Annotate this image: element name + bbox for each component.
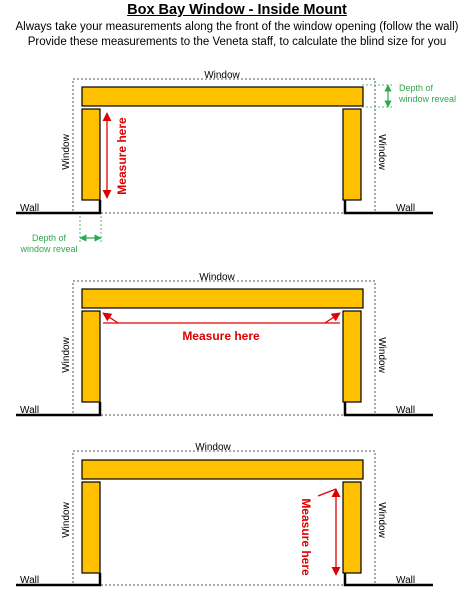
right-frame — [343, 311, 361, 402]
window-label-right: Window — [376, 134, 387, 170]
depth-reveal-label-top-1: Depth of — [399, 83, 434, 93]
window-label-left: Window — [61, 502, 72, 538]
diagram-1 — [16, 70, 456, 254]
diagram-3 — [16, 442, 433, 586]
measure-label: Measure here — [182, 329, 260, 343]
right-frame — [343, 109, 361, 200]
window-label-right: Window — [376, 337, 387, 373]
wall-line-right — [345, 573, 433, 585]
measure-label: Measure here — [115, 117, 129, 195]
window-label-top: Window — [195, 442, 231, 453]
wall-label-left: Wall — [20, 203, 40, 214]
left-frame — [82, 109, 100, 200]
top-frame — [82, 460, 363, 479]
measure-arrow-tick — [318, 489, 336, 496]
window-label-left: Window — [61, 337, 72, 373]
window-label-top: Window — [199, 272, 235, 283]
window-label-left: Window — [61, 134, 72, 170]
measure-arrow-right — [325, 313, 340, 323]
left-frame — [82, 311, 100, 402]
wall-line-right — [345, 200, 433, 213]
right-frame — [343, 482, 361, 573]
diagram-2 — [16, 272, 433, 416]
wall-line-right — [345, 402, 433, 415]
depth-reveal-label-bottom-1: Depth of — [31, 233, 67, 243]
wall-label-left: Wall — [20, 405, 40, 416]
depth-reveal-label-bottom-2: window reveal — [20, 244, 78, 254]
wall-label-left: Wall — [20, 575, 40, 586]
instruction-line-2: Provide these measurements to the Veneta staff, to calculate the blind size for you — [27, 36, 447, 48]
window-label-top: Window — [204, 70, 240, 81]
instruction-line-1: Always take your measurements along the front of the window opening (follow the wall) — [15, 21, 459, 33]
wall-label-right: Wall — [396, 405, 416, 416]
measure-label: Measure here — [299, 498, 313, 576]
wall-label-right: Wall — [396, 203, 416, 214]
wall-label-right: Wall — [396, 575, 416, 586]
top-frame — [82, 289, 363, 308]
depth-reveal-label-top-2: window reveal — [399, 94, 457, 104]
left-frame — [82, 482, 100, 573]
page-title: Box Bay Window - Inside Mount — [127, 2, 347, 18]
window-label-right: Window — [376, 502, 387, 538]
top-frame — [82, 87, 363, 106]
measure-arrow-left — [103, 313, 118, 323]
